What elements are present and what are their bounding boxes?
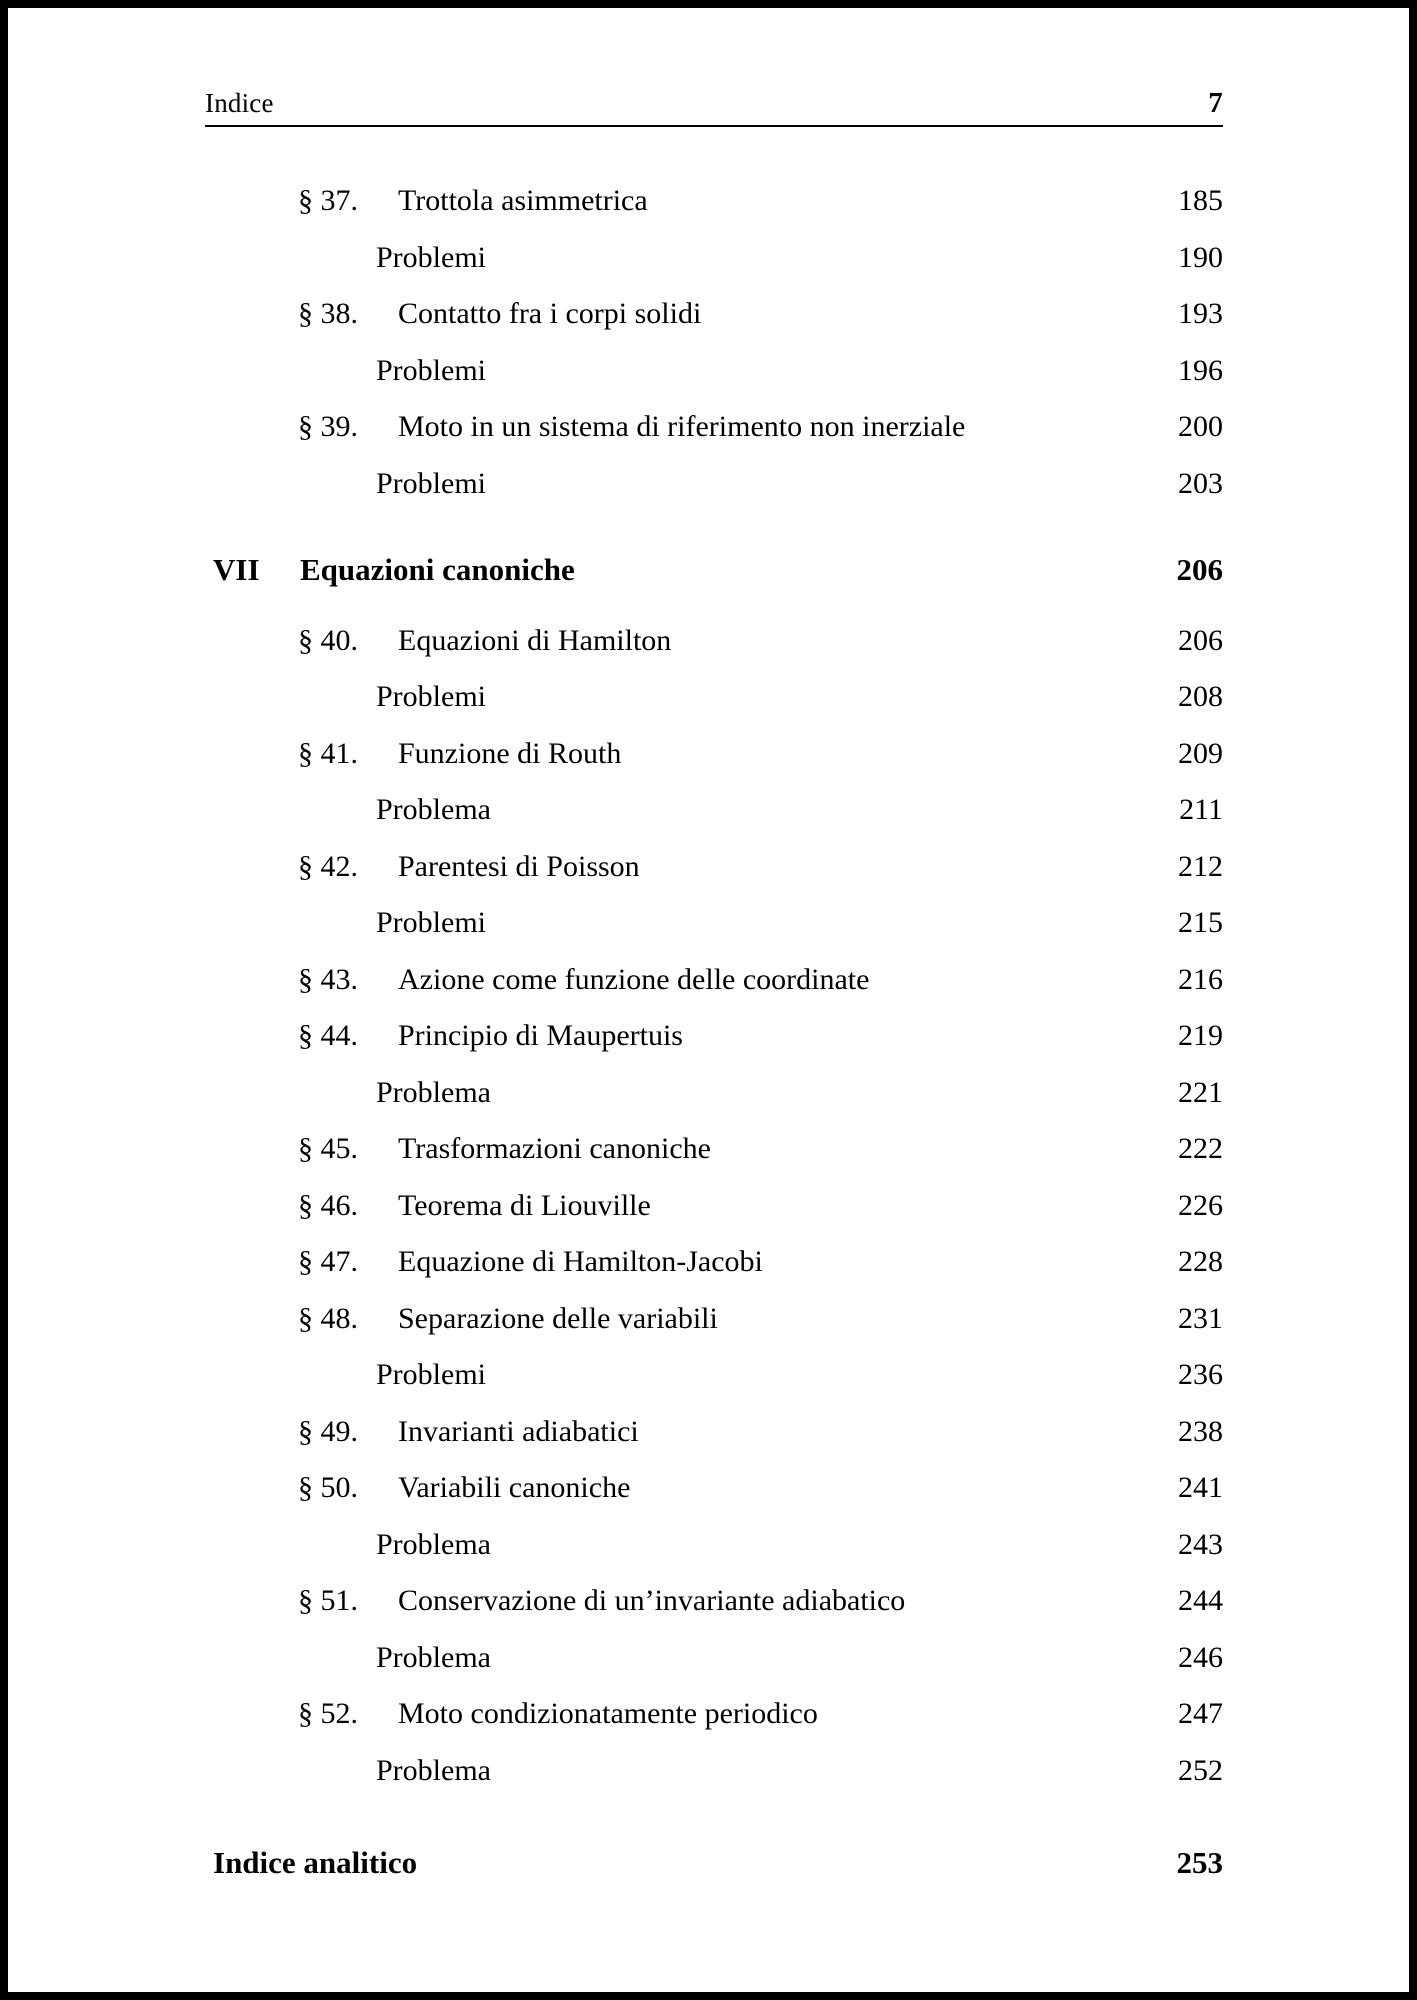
toc-subentry-row[interactable] [205,895,1223,952]
toc-entry-title: Contatto fra i corpi solidi [398,297,702,330]
toc-subentry-row[interactable] [205,1065,1223,1122]
backmatter-entry[interactable] [205,1835,1223,1892]
toc-entry-page-number: 222 [1178,1132,1223,1165]
toc-entry-page-number: 215 [1178,906,1223,939]
dot-leader [919,1580,1151,1610]
toc-entry-title: Variabili canoniche [398,1471,631,1504]
toc-entry-page-number: 221 [1178,1075,1223,1109]
dot-leader [644,1467,1151,1497]
dot-leader [635,733,1151,763]
toc-entry-page-number: 206 [1178,623,1223,657]
dot-leader [697,1015,1151,1045]
toc-section-number: § 42. [298,849,358,883]
page-folio-number: 7 [1208,87,1223,119]
toc-entry-page-number: 216 [1178,962,1223,996]
dot-leader [487,1524,1151,1554]
toc-section-row[interactable] [205,1121,1223,1178]
dot-leader [487,789,1151,819]
toc-entry-title: Moto condizionatamente periodico [398,1697,818,1730]
toc-entry-page-number: 200 [1178,410,1223,443]
toc-section-row[interactable] [205,1686,1223,1743]
toc-section-number: § 46. [298,1188,358,1222]
toc-entry-title: Equazioni di Hamilton [398,623,672,657]
toc-section-row[interactable] [205,1460,1223,1517]
toc-entry-title: Problema [376,1753,491,1787]
toc-entry-page-number: 241 [1178,1471,1223,1504]
toc-entry-page-number: 203 [1178,466,1223,500]
toc-entry-title: Equazione di Hamilton-Jacobi [398,1245,763,1278]
dot-leader [832,1693,1151,1723]
toc-entry-title: Problemi [376,680,486,713]
toc-chapter-row[interactable] [205,542,1223,599]
toc-entry-page-number: 209 [1178,736,1223,770]
toc-section-row[interactable] [205,399,1223,456]
toc-subentry-row[interactable] [205,782,1223,839]
toc-entry-title: Moto in un sistema di riferimento non inerziale [398,410,966,443]
backmatter-page-number: 253 [1176,1845,1223,1880]
toc-section-number: § 45. [298,1132,358,1165]
toc-entry-title: Problema [376,793,491,826]
toc-entry-page-number: 246 [1178,1640,1223,1674]
toc-section-number: § 48. [298,1301,358,1335]
toc-section-row[interactable] [205,613,1223,670]
toc-entry-title: Conservazione di un’invariante adiabatico [398,1584,906,1617]
toc-entry-page-number: 212 [1178,849,1223,883]
toc-section-number: § 44. [298,1019,358,1052]
toc-section-number: § 52. [298,1697,358,1730]
toc-subentry-row[interactable] [205,1347,1223,1404]
toc-entry-title: Azione come funzione delle coordinate [398,962,870,996]
toc-entry-title: Principio di Maupertuis [398,1019,683,1052]
toc-section-row[interactable] [205,1178,1223,1235]
toc-section-number: § 37. [298,184,358,217]
toc-chapter-number: VII [213,552,260,587]
toc-section-row[interactable] [205,173,1223,230]
toc-entry-title: Invarianti adiabatici [398,1414,639,1448]
dot-leader [685,620,1151,650]
dot-leader [707,1128,1151,1158]
dot-leader [500,463,1151,493]
toc-entry-title: Problemi [376,353,486,387]
dot-leader [500,350,1151,380]
toc-entry-title: Problemi [376,240,486,274]
toc-entry-page-number: 211 [1179,793,1223,826]
toc-section-number: § 43. [298,962,358,996]
toc-section-row[interactable] [205,1573,1223,1630]
toc-section-number: § 39. [298,410,358,443]
toc-entry-title: Problema [376,1640,491,1674]
toc-section-row[interactable] [205,1008,1223,1065]
header-rule [205,125,1223,127]
toc-entry-title: Problemi [376,1358,486,1391]
toc-subentry-row[interactable] [205,1517,1223,1574]
dot-leader [500,902,1151,932]
toc-subentry-row[interactable] [205,1743,1223,1800]
toc-entry-page-number: 190 [1178,240,1223,274]
dot-leader [732,1298,1151,1328]
toc-section-row[interactable] [205,1234,1223,1291]
dot-leader [665,1185,1151,1215]
dot-leader [662,180,1151,210]
dot-leader [979,406,1151,436]
toc-section-row[interactable] [205,1291,1223,1348]
backmatter-title: Indice analitico [213,1845,418,1880]
dot-leader [715,293,1151,323]
toc-entry-page-number: 219 [1178,1019,1223,1052]
toc-section-row[interactable] [205,726,1223,783]
toc-entry-title: Funzione di Routh [398,736,622,770]
toc-entry-page-number: 185 [1178,184,1223,217]
toc-chapter-title: Equazioni canoniche [300,552,575,587]
table-of-contents [205,173,1223,1799]
page-content [205,86,1223,1892]
toc-entry-title: Trasformazioni canoniche [398,1132,711,1165]
toc-entry-page-number: 236 [1178,1358,1223,1391]
dot-leader [487,1750,1151,1780]
dot-leader [653,1411,1151,1441]
toc-section-row[interactable] [205,1404,1223,1461]
toc-section-number: § 50. [298,1471,358,1504]
toc-entry-title: Teorema di Liouville [398,1188,651,1222]
toc-section-number: § 41. [298,736,358,770]
toc-entry-page-number: 247 [1178,1697,1223,1730]
dot-leader [500,676,1151,706]
toc-chapter-page-number: 206 [1176,552,1223,587]
toc-entry-page-number: 243 [1178,1527,1223,1561]
toc-subentry-row[interactable] [205,343,1223,400]
toc-subentry-row[interactable] [205,1630,1223,1687]
toc-entry-title: Parentesi di Poisson [398,849,640,883]
running-header-title: Indice [205,88,274,118]
toc-entry-title: Problema [376,1527,491,1561]
dot-leader [487,1072,1151,1102]
toc-entry-page-number: 196 [1178,353,1223,387]
toc-entry-title: Trottola asimmetrica [398,184,648,217]
toc-section-number: § 49. [298,1414,358,1448]
dot-leader [500,237,1151,267]
dot-leader [883,959,1151,989]
toc-section-number: § 51. [298,1584,358,1617]
toc-entry-page-number: 244 [1178,1584,1223,1617]
toc-entry-title: Problemi [376,466,486,500]
toc-section-number: § 40. [298,623,358,657]
toc-entry-page-number: 226 [1178,1188,1223,1222]
toc-section-number: § 38. [298,297,358,330]
dot-leader [759,1241,1151,1271]
toc-section-row[interactable] [205,952,1223,1009]
toc-subentry-row[interactable] [205,456,1223,513]
toc-entry-page-number: 208 [1178,680,1223,713]
toc-entry-page-number: 231 [1178,1301,1223,1335]
toc-entry-title: Problema [376,1075,491,1109]
toc-entry-page-number: 193 [1178,297,1223,330]
toc-entry-page-number: 228 [1178,1245,1223,1278]
toc-entry-title: Separazione delle variabili [398,1301,718,1335]
toc-section-row[interactable] [205,839,1223,896]
toc-subentry-row[interactable] [205,230,1223,287]
toc-section-number: § 47. [298,1245,358,1278]
dot-leader [487,1637,1151,1667]
toc-section-row[interactable] [205,286,1223,343]
toc-entry-page-number: 238 [1178,1414,1223,1448]
toc-entry-page-number: 252 [1178,1753,1223,1787]
toc-subentry-row[interactable] [205,669,1223,726]
toc-entry-title: Problemi [376,906,486,939]
dot-leader [500,1354,1151,1384]
dot-leader [654,846,1151,876]
running-header [205,86,1223,120]
